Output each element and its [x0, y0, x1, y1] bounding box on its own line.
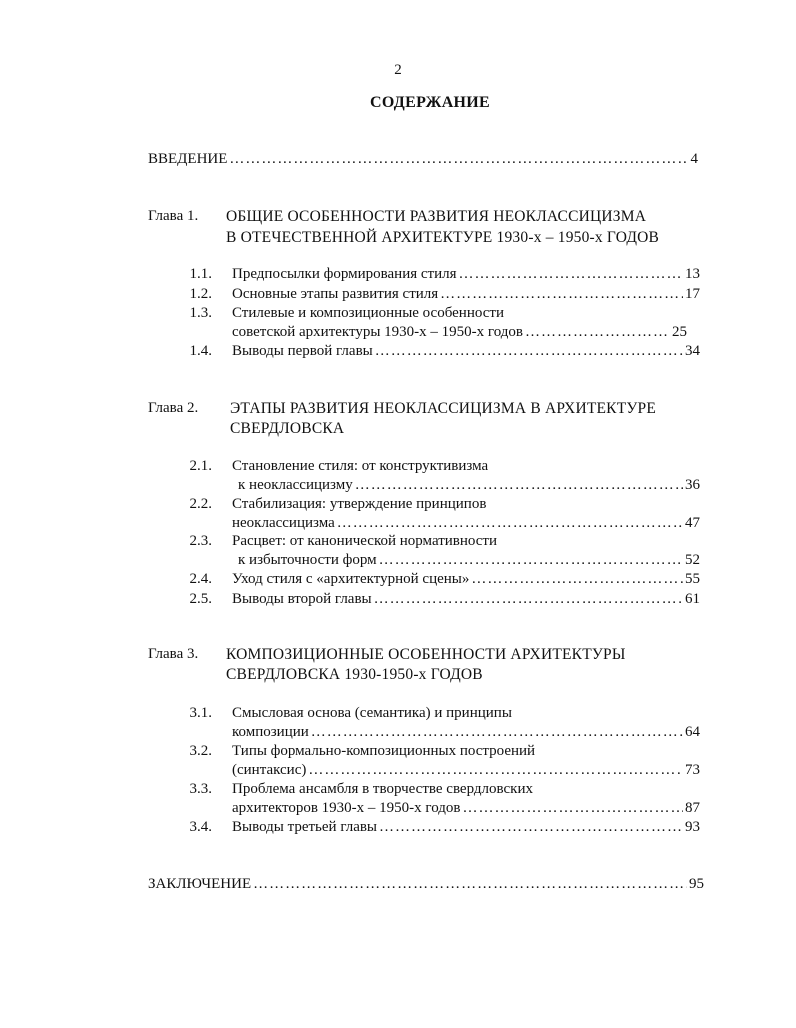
chapter-title-line: СВЕРДЛОВСКА [230, 420, 345, 437]
toc-entry-label: Проблема ансамбля в творчестве свердловских [232, 781, 533, 797]
dot-leader [229, 151, 688, 168]
dot-leader [459, 266, 684, 283]
toc-entry [232, 819, 700, 836]
dot-leader [440, 286, 683, 303]
toc-entry-conclusion [148, 876, 704, 893]
chapter-title-line: ЭТАПЫ РАЗВИТИЯ НЕОКЛАССИЦИЗМА В АРХИТЕКТУРЕ [230, 400, 657, 417]
chapter-title-line: В ОТЕЧЕСТВЕННОЙ АРХИТЕКТУРЕ 1930-х – 1950-х ГОДОВ [226, 229, 660, 246]
toc-entry [232, 762, 700, 779]
toc-entry [232, 800, 700, 817]
document-title: СОДЕРЖАНИЕ [369, 94, 491, 111]
toc-page-number: 25 [672, 324, 687, 340]
section-number: 1.2. [189, 286, 212, 302]
dot-leader [308, 762, 683, 779]
toc-entry-label: неоклассицизма [232, 515, 335, 531]
toc-entry-intro [148, 151, 698, 168]
chapter-title-line: ОБЩИЕ ОСОБЕННОСТИ РАЗВИТИЯ НЕОКЛАССИЦИЗМА [226, 208, 647, 225]
toc-entry [232, 724, 700, 741]
section-number: 3.3. [189, 781, 212, 797]
dot-leader [337, 515, 683, 532]
toc-page-number: 93 [685, 819, 700, 835]
toc-entry [232, 515, 700, 532]
dot-leader [525, 324, 670, 341]
dot-leader [462, 800, 683, 817]
toc-entry-label: Выводы третьей главы [232, 819, 378, 835]
dot-leader [375, 343, 683, 360]
section-number: 2.4. [189, 571, 212, 587]
toc-page-number: 61 [685, 591, 700, 607]
chapter-title-line: КОМПОЗИЦИОННЫЕ ОСОБЕННОСТИ АРХИТЕКТУРЫ [226, 646, 626, 663]
toc-entry [232, 343, 700, 360]
toc-entry [232, 324, 687, 341]
toc-entry [232, 286, 700, 303]
toc-entry-label: ЗАКЛЮЧЕНИЕ [148, 876, 252, 892]
section-number: 2.2. [189, 496, 212, 512]
dot-leader [379, 819, 683, 836]
dot-leader [311, 724, 683, 741]
toc-page-number: 73 [685, 762, 700, 778]
section-number: 2.3. [189, 533, 212, 549]
section-number: 3.2. [189, 743, 212, 759]
toc-page-number: 17 [685, 286, 700, 302]
section-number: 3.1. [189, 705, 212, 721]
section-number: 1.4. [189, 343, 212, 359]
toc-entry [232, 591, 700, 608]
toc-page-number: 95 [689, 876, 704, 892]
chapter-title-line: СВЕРДЛОВСКА 1930-1950-х ГОДОВ [226, 666, 483, 683]
toc-page-number: 64 [685, 724, 700, 740]
toc-entry-label: Выводы первой главы [232, 343, 373, 359]
toc-page-number: 34 [685, 343, 700, 359]
toc-page-number: 4 [690, 151, 698, 167]
dot-leader [374, 591, 683, 608]
section-number: 2.5. [189, 591, 212, 607]
toc-entry-label: Выводы второй главы [232, 591, 372, 607]
toc-entry-label: композиции [232, 724, 309, 740]
toc-page-number: 87 [685, 800, 700, 816]
toc-page-number: 52 [685, 552, 700, 568]
toc-entry [238, 477, 700, 494]
section-number: 1.1. [189, 266, 212, 282]
toc-page-number: 36 [685, 477, 700, 493]
toc-entry-label: к избыточности форм [238, 552, 377, 568]
chapter-label: Глава 2. [148, 400, 199, 416]
toc-entry-label: советской архитектуры 1930-х – 1950-х годов [232, 324, 523, 340]
toc-entry-label: Расцвет: от канонической нормативности [232, 533, 498, 549]
toc-entry-label: Типы формально-композиционных построений [232, 743, 536, 759]
toc-entry-label: Становление стиля: от конструктивизма [232, 458, 489, 474]
toc-entry-label: архитекторов 1930-х – 1950-х годов [232, 800, 461, 816]
dot-leader [379, 552, 683, 569]
toc-page-number: 47 [685, 515, 700, 531]
toc-entry-label: Стилевые и композиционные особенности [232, 305, 504, 321]
toc-entry-label: Уход стиля с «архитектурной сцены» [232, 571, 470, 587]
section-number: 3.4. [189, 819, 212, 835]
dot-leader [253, 876, 687, 893]
toc-entry-label: ВВЕДЕНИЕ [148, 151, 228, 167]
toc-entry [232, 266, 700, 283]
section-number: 1.3. [189, 305, 212, 321]
toc-entry-label: Основные этапы развития стиля [232, 286, 439, 302]
chapter-label: Глава 3. [148, 646, 199, 662]
dot-leader [355, 477, 683, 494]
section-number: 2.1. [189, 458, 212, 474]
chapter-label: Глава 1. [148, 208, 199, 224]
toc-entry-label: к неоклассицизму [238, 477, 353, 493]
toc-entry [232, 571, 700, 588]
page-number: 2 [394, 62, 402, 78]
toc-entry [238, 552, 700, 569]
toc-page-number: 55 [685, 571, 700, 587]
toc-entry-label: (синтаксис) [232, 762, 307, 778]
dot-leader [471, 571, 683, 588]
toc-entry-label: Стабилизация: утверждение принципов [232, 496, 487, 512]
toc-entry-label: Смысловая основа (семантика) и принципы [232, 705, 512, 721]
toc-page-number: 13 [685, 266, 700, 282]
toc-entry-label: Предпосылки формирования стиля [232, 266, 457, 282]
